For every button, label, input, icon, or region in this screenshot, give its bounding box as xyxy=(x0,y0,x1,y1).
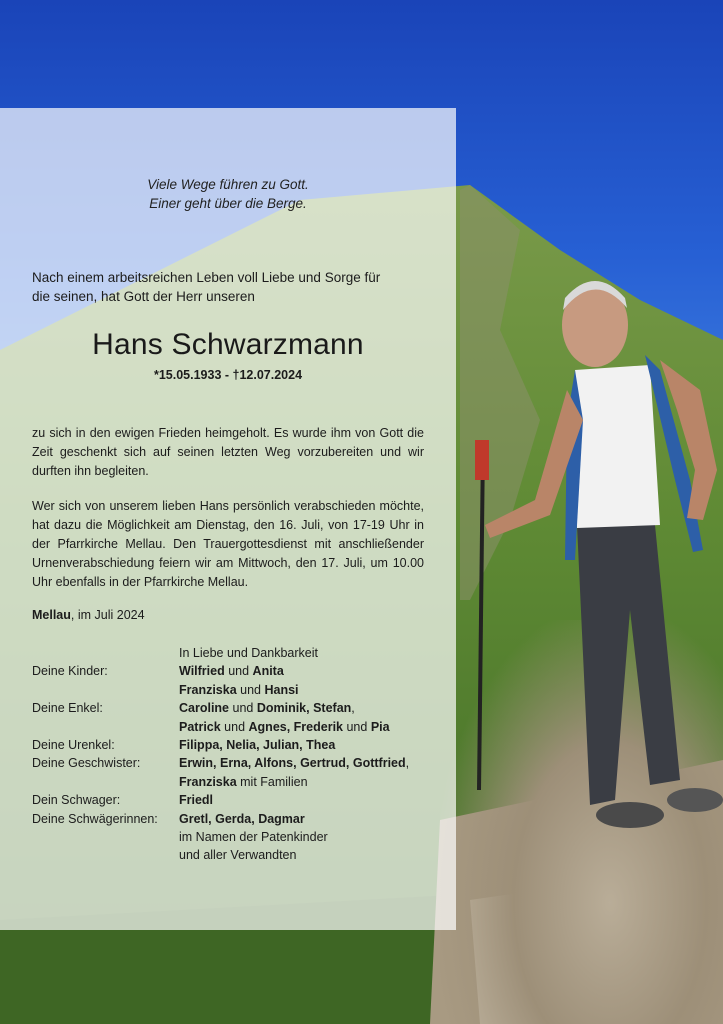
place-and-date xyxy=(32,608,145,622)
schwaegerinnen-label: Deine Schwägerinnen: xyxy=(32,811,158,826)
list-item xyxy=(32,644,442,662)
enkel-names-2: Patrick und Agnes, Frederik und Pia xyxy=(179,719,390,734)
list-item xyxy=(32,754,442,772)
intro-text xyxy=(32,268,432,306)
list-item xyxy=(32,718,442,736)
paragraph-funeral-info: Wer sich von unserem lieben Hans persönlich verabschieden möchte, hat dazu die Möglichkeit am Dienstag, den 16. Juli, von 17-19 Uhr in der Pfarrkirche Mellau. Den Trauergottesdienst mit anschließender Urnenverabschiedung feiern wir am Mittwoch, den 17. Juli, um 10.00 Uhr ebenfalls in der Pfarrkirche Mellau. xyxy=(32,499,424,589)
opening-line: In Liebe und Dankbarkeit xyxy=(179,646,318,660)
geschwister-label: Deine Geschwister: xyxy=(32,756,141,771)
motto-line-1: Viele Wege führen zu Gott. xyxy=(147,177,309,192)
list-item xyxy=(32,736,442,754)
list-item xyxy=(32,828,442,846)
schwager-label: Dein Schwager: xyxy=(32,793,121,808)
paragraph-homecoming: zu sich in den ewigen Frieden heimgeholt. Es wurde ihm von Gott die Zeit geschenkt sich auf seinen letzten Weg vorzubereiten und wir durften ihn begleiten. xyxy=(32,426,424,478)
urenkel-names: Filippa, Nelia, Julian, Thea xyxy=(179,737,336,752)
list-item xyxy=(32,846,442,864)
place-town: Mellau xyxy=(32,608,71,622)
motto-line-2: Einer geht über die Berge. xyxy=(149,196,307,211)
intro-line-1: Nach einem arbeitsreichen Leben voll Liebe und Sorge für xyxy=(32,270,381,285)
geschwister-names-2: Franziska mit Familien xyxy=(179,774,308,789)
life-dates: *15.05.1933 - †12.07.2024 xyxy=(153,368,303,382)
motto xyxy=(0,175,456,213)
kinder-names-2: Franziska und Hansi xyxy=(179,682,299,697)
schwager-name: Friedl xyxy=(179,793,214,808)
list-item xyxy=(32,810,442,828)
list-item xyxy=(32,662,442,680)
list-item xyxy=(32,773,442,791)
kinder-names-1: Wilfried und Anita xyxy=(179,664,284,679)
schwaegerinnen-names: Gretl, Gerda, Dagmar xyxy=(179,811,305,826)
enkel-label: Deine Enkel: xyxy=(32,701,103,716)
list-item xyxy=(32,681,442,699)
enkel-names-1: Caroline und Dominik, Stefan, xyxy=(179,701,355,716)
hiker-figure xyxy=(455,270,723,850)
place-date: , im Juli 2024 xyxy=(70,608,145,622)
closing-line-2: und aller Verwandten xyxy=(179,848,297,863)
deceased-name: Hans Schwarzmann xyxy=(92,328,364,361)
list-item xyxy=(32,791,442,809)
intro-line-2: die seinen, hat Gott der Herr unseren xyxy=(32,289,255,304)
closing-line-1: im Namen der Patenkinder xyxy=(179,829,328,844)
kinder-label: Deine Kinder: xyxy=(32,664,108,679)
geschwister-names-1: Erwin, Erna, Alfons, Gertrud, Gottfried, xyxy=(179,756,410,771)
list-item xyxy=(32,699,442,717)
urenkel-label: Deine Urenkel: xyxy=(32,737,115,752)
mourners-list xyxy=(32,644,442,865)
